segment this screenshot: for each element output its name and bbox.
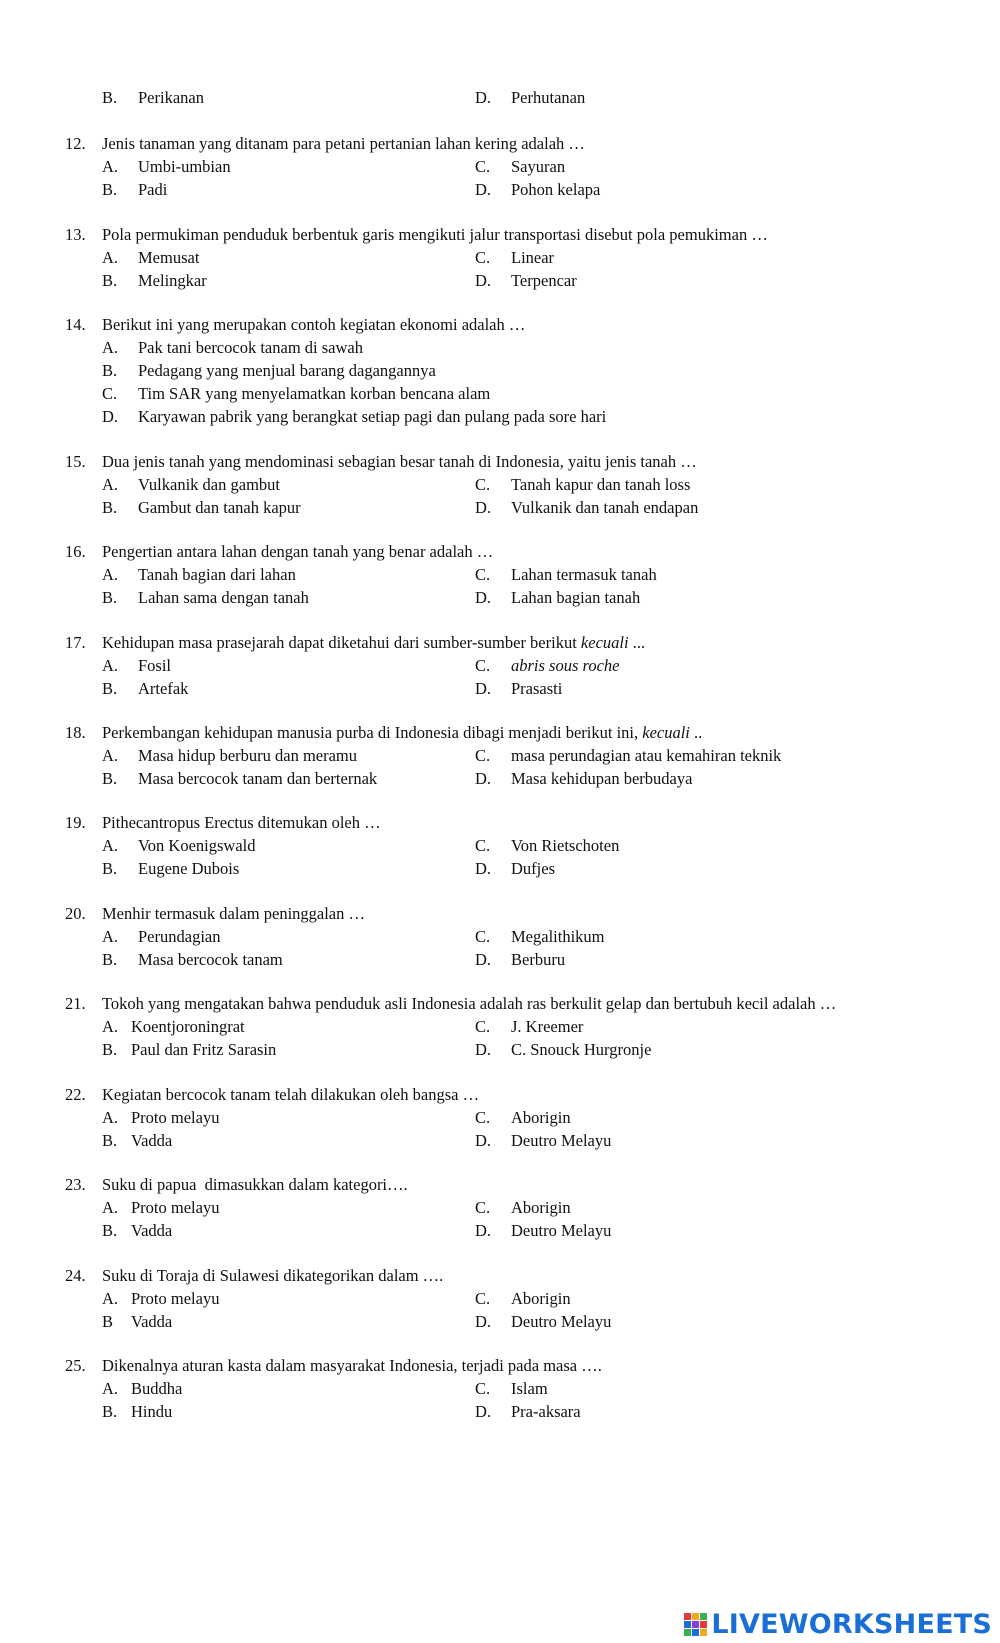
option-a[interactable]: A. Proto melayu — [102, 1108, 220, 1127]
option-c[interactable]: C. Aborigin — [475, 1108, 571, 1127]
question-number: 16. — [65, 542, 86, 561]
option-b[interactable]: B. Masa bercocok tanam — [102, 950, 283, 969]
option-d[interactable]: D. Dufjes — [475, 859, 555, 878]
option-d[interactable]: D. C. Snouck Hurgronje — [475, 1040, 652, 1059]
option-b[interactable]: B. Masa bercocok tanam dan berternak — [102, 769, 378, 788]
option-a[interactable]: A. Memusat — [102, 248, 200, 267]
question-number: 24. — [65, 1266, 86, 1285]
question-stem: Kehidupan masa prasejarah dapat diketahui dari sumber-sumber berikut kecuali ... — [102, 633, 646, 652]
option-c[interactable]: C. masa perundagian atau kemahiran teknik — [475, 746, 782, 765]
question-stem: Dikenalnya aturan kasta dalam masyarakat Indonesia, terjadi pada masa …. — [102, 1356, 602, 1375]
option-b[interactable]: B. Gambut dan tanah kapur — [102, 498, 301, 517]
option-c[interactable]: C. Linear — [475, 248, 555, 267]
option-a[interactable]: A. Vulkanik dan gambut — [102, 475, 280, 494]
option-d[interactable]: D. Berburu — [475, 950, 566, 969]
question-stem: Pithecantropus Erectus ditemukan oleh … — [102, 813, 381, 832]
question-number: 14. — [65, 315, 86, 334]
question-stem: Suku di papua dimasukkan dalam kategori…. — [102, 1175, 408, 1194]
question-stem: Kegiatan bercocok tanam telah dilakukan oleh bangsa … — [102, 1085, 480, 1104]
question-number: 19. — [65, 813, 86, 832]
option-d[interactable]: D. Karyawan pabrik yang berangkat setiap pagi dan pulang pada sore hari — [102, 407, 607, 426]
option-a[interactable]: A. Tanah bagian dari lahan — [102, 565, 296, 584]
option-b[interactable]: B. Eugene Dubois — [102, 859, 240, 878]
option-a[interactable]: A. Von Koenigswald — [102, 836, 256, 855]
option-a[interactable]: A. Masa hidup berburu dan meramu — [102, 746, 358, 765]
question-number: 20. — [65, 904, 86, 923]
option-b[interactable]: B. Pedagang yang menjual barang dagangannya — [102, 361, 436, 380]
option-c[interactable]: C. Lahan termasuk tanah — [475, 565, 657, 584]
option-d[interactable]: D. Masa kehidupan berbudaya — [475, 769, 693, 788]
question-stem: Jenis tanaman yang ditanam para petani pertanian lahan kering adalah … — [102, 134, 585, 153]
option-a[interactable]: A. Proto melayu — [102, 1289, 220, 1308]
option-c[interactable]: C. Islam — [475, 1379, 548, 1398]
option-d[interactable]: D. Perhutanan — [475, 88, 586, 107]
question-number: 12. — [65, 134, 86, 153]
question-number: 15. — [65, 452, 86, 471]
brand-name: LIVEWORKSHEETS — [711, 1608, 992, 1640]
option-c[interactable]: C. Tanah kapur dan tanah loss — [475, 475, 691, 494]
option-a[interactable]: A. Proto melayu — [102, 1198, 220, 1217]
option-b[interactable]: B. Lahan sama dengan tanah — [102, 588, 309, 607]
option-b[interactable]: B. Hindu — [102, 1402, 173, 1421]
option-d[interactable]: D. Deutro Melayu — [475, 1312, 612, 1331]
option-b[interactable]: B. Artefak — [102, 679, 189, 698]
option-a[interactable]: A. Perundagian — [102, 927, 221, 946]
question-number: 18. — [65, 723, 86, 742]
option-d[interactable]: D. Deutro Melayu — [475, 1221, 612, 1240]
option-d[interactable]: D. Pra-aksara — [475, 1402, 581, 1421]
option-b[interactable]: B Vadda — [102, 1312, 173, 1331]
option-c[interactable]: C. Megalithikum — [475, 927, 605, 946]
question-stem: Berikut ini yang merupakan contoh kegiatan ekonomi adalah … — [102, 315, 526, 334]
option-c[interactable]: C. Tim SAR yang menyelamatkan korban bencana alam — [102, 384, 491, 403]
question-number: 13. — [65, 225, 86, 244]
question-number: 22. — [65, 1085, 86, 1104]
question-number: 23. — [65, 1175, 86, 1194]
option-a[interactable]: A. Umbi-umbian — [102, 157, 231, 176]
option-d[interactable]: D. Vulkanik dan tanah endapan — [475, 498, 699, 517]
logo-grid-icon — [684, 1613, 707, 1636]
question-stem: Pengertian antara lahan dengan tanah yang benar adalah … — [102, 542, 494, 561]
option-c[interactable]: C. J. Kreemer — [475, 1017, 584, 1036]
question-stem: Perkembangan kehidupan manusia purba di Indonesia dibagi menjadi berikut ini, kecuali .. — [102, 723, 703, 742]
question-number: 17. — [65, 633, 86, 652]
liveworksheets-logo[interactable] — [684, 1607, 992, 1641]
option-d[interactable]: D. Terpencar — [475, 271, 577, 290]
question-number: 21. — [65, 994, 86, 1013]
option-b[interactable]: B. Perikanan — [102, 88, 204, 107]
question-stem: Suku di Toraja di Sulawesi dikategorikan dalam …. — [102, 1266, 444, 1285]
question-stem: Pola permukiman penduduk berbentuk garis mengikuti jalur transportasi disebut pola pemukiman … — [102, 225, 768, 244]
option-c[interactable]: C. Aborigin — [475, 1198, 571, 1217]
option-a[interactable]: A. Buddha — [102, 1379, 183, 1398]
question-stem: Tokoh yang mengatakan bahwa penduduk asli Indonesia adalah ras berkulit gelap dan bertubuh kecil adalah … — [102, 994, 837, 1013]
option-c[interactable]: C. Sayuran — [475, 157, 566, 176]
question-stem: Dua jenis tanah yang mendominasi sebagian besar tanah di Indonesia, yaitu jenis tanah … — [102, 452, 697, 471]
option-b[interactable]: B. Padi — [102, 180, 168, 199]
option-c[interactable]: C. Aborigin — [475, 1289, 571, 1308]
option-c[interactable]: C. Von Rietschoten — [475, 836, 620, 855]
option-b[interactable]: B. Vadda — [102, 1131, 173, 1150]
option-d[interactable]: D. Prasasti — [475, 679, 563, 698]
option-b[interactable]: B. Melingkar — [102, 271, 207, 290]
question-stem: Menhir termasuk dalam peninggalan … — [102, 904, 366, 923]
option-c[interactable]: C. abris sous roche — [475, 656, 620, 675]
question-number: 25. — [65, 1356, 86, 1375]
option-d[interactable]: D. Pohon kelapa — [475, 180, 601, 199]
option-a[interactable]: A. Koentjoroningrat — [102, 1017, 245, 1036]
option-a[interactable]: A. Pak tani bercocok tanam di sawah — [102, 338, 363, 357]
option-d[interactable]: D. Lahan bagian tanah — [475, 588, 641, 607]
option-b[interactable]: B. Vadda — [102, 1221, 173, 1240]
option-b[interactable]: B. Paul dan Fritz Sarasin — [102, 1040, 277, 1059]
option-d[interactable]: D. Deutro Melayu — [475, 1131, 612, 1150]
option-a[interactable]: A. Fosil — [102, 656, 172, 675]
